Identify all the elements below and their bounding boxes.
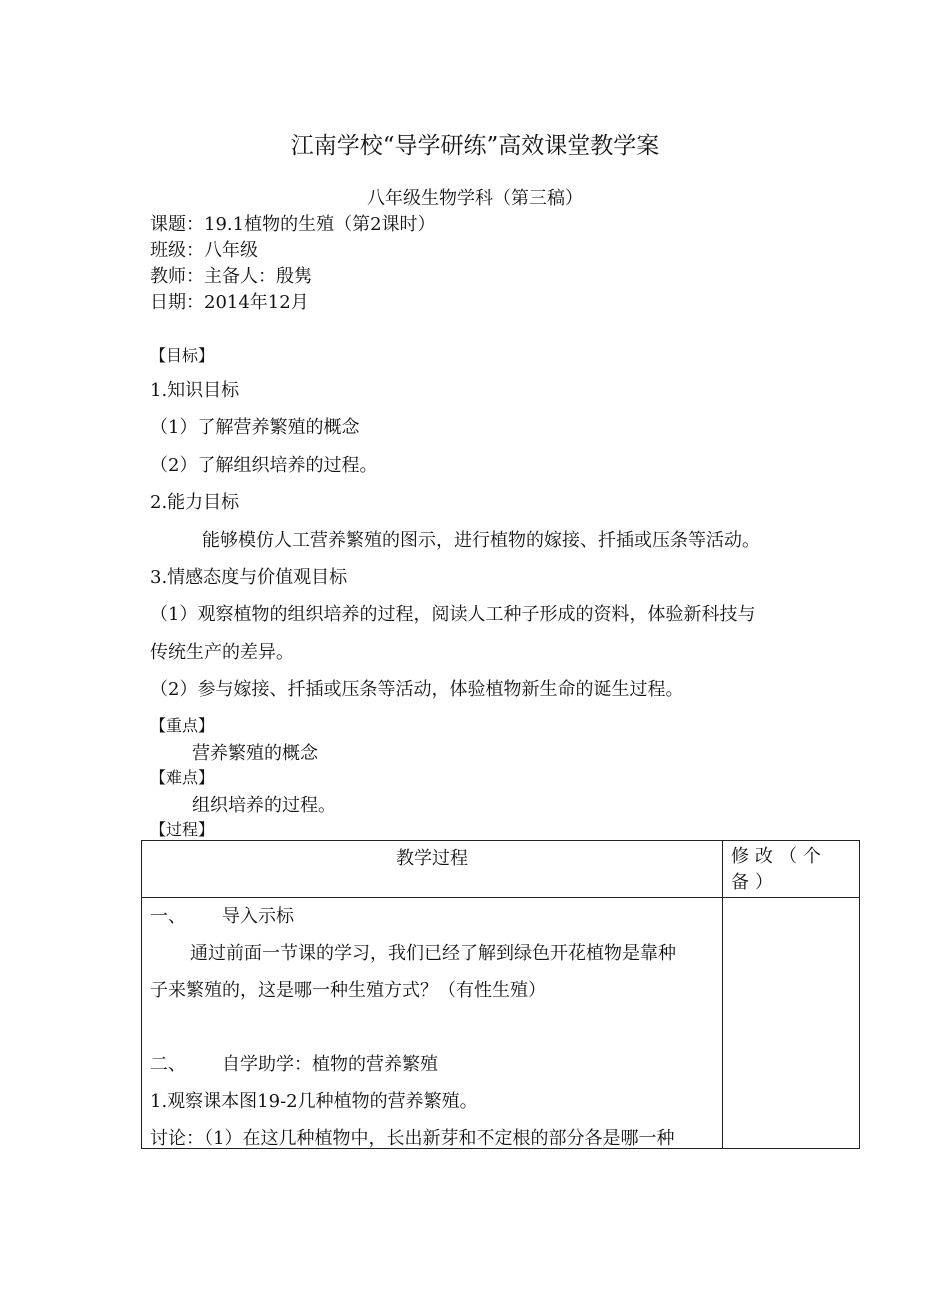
knowledge-goal-title: 1.知识目标	[150, 380, 240, 401]
section-2-number: 二、	[150, 1054, 186, 1075]
emotion-goal-2: （2）参与嫁接、扦插或压条等活动，体验植物新生命的诞生过程。	[150, 679, 684, 700]
meta-date: 日期：2014年12月	[150, 292, 309, 313]
ability-goal-1: 能够模仿人工营养繁殖的图示，进行植物的嫁接、扦插或压条等活动。	[202, 530, 760, 551]
meta-class: 班级：八年级	[150, 240, 258, 261]
section-1-number: 一、	[150, 906, 186, 927]
section-1-paragraph-line2: 子来繁殖的，这是哪一种生殖方式？（有性生殖）	[150, 980, 546, 1001]
knowledge-goal-2: （2）了解组织培养的过程。	[150, 455, 378, 476]
process-table	[141, 840, 860, 1149]
meta-teacher: 教师：主备人：殷隽	[150, 266, 312, 287]
table-header-row	[142, 841, 860, 898]
revision-cell	[723, 898, 860, 1149]
section-2-discussion: 讨论：（1）在这几种植物中，长出新芽和不定根的部分各是哪一种	[150, 1128, 675, 1149]
column-header-teaching-process: 教学过程	[142, 841, 723, 898]
emotion-goal-1-line1: （1）观察植物的组织培养的过程，阅读人工种子形成的资料，体验新科技与	[150, 604, 756, 625]
document-title: 江南学校“导学研练”高效课堂教学案	[290, 133, 660, 159]
key-point-text: 营养繁殖的概念	[192, 743, 318, 764]
ability-goal-title: 2.能力目标	[150, 492, 240, 513]
section-1-title: 导入示标	[222, 906, 294, 927]
section-2-title: 自学助学：植物的营养繁殖	[222, 1054, 438, 1075]
section-1-paragraph-line1: 通过前面一节课的学习，我们已经了解到绿色开花植物是靠种	[190, 943, 676, 964]
document-subtitle: 八年级生物学科（第三稿）	[367, 188, 583, 209]
emotion-goal-1-line2: 传统生产的差异。	[150, 642, 294, 663]
difficulty-header: 【难点】	[150, 768, 215, 787]
goals-header: 【目标】	[150, 346, 215, 365]
table-row	[142, 898, 860, 1149]
difficulty-text: 组织培养的过程。	[192, 795, 336, 816]
column-header-revision: 修改（个备）	[723, 841, 860, 898]
meta-topic: 课题：19.1植物的生殖（第2课时）	[150, 214, 436, 235]
section-2-item-1: 1.观察课本图19-2几种植物的营养繁殖。	[150, 1091, 478, 1112]
process-content-cell	[142, 898, 723, 1149]
key-point-header: 【重点】	[150, 716, 215, 735]
emotion-goal-title: 3.情感态度与价值观目标	[150, 567, 348, 588]
knowledge-goal-1: （1）了解营养繁殖的概念	[150, 417, 360, 438]
process-header: 【过程】	[150, 820, 215, 839]
